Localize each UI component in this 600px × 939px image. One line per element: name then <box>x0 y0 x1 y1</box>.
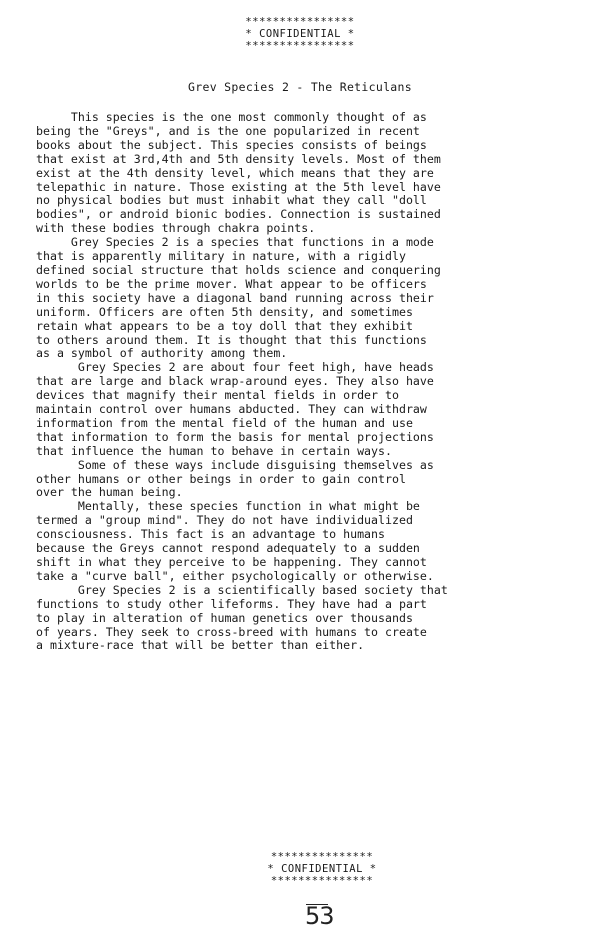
body-line: with these bodies through chakra points. <box>36 221 316 236</box>
body-line: to others around them. It is thought that this functions <box>36 332 427 347</box>
body-line: that is apparently military in nature, with a rigidly <box>36 249 406 264</box>
footer-stars-bottom: *************** <box>270 875 374 887</box>
body-line: in this society have a diagonal band running across their <box>36 290 434 305</box>
body-line: information from the mental field of the human and use <box>36 415 413 430</box>
body-line: that influence the human to behave in certain ways. <box>36 443 392 458</box>
header-stars-top: **************** <box>245 16 355 28</box>
body-line: that are large and black wrap-around eyes. They also have <box>36 374 434 389</box>
body-line: Grey Species 2 is a species that functions in a mode <box>36 235 434 250</box>
body-line: no physical bodies but must inhabit what they call "doll <box>36 193 427 208</box>
header-confidential-label: * CONFIDENTIAL * <box>245 28 355 40</box>
body-line: to play in alteration of human genetics over thousands <box>36 610 413 625</box>
body-line: retain what appears to be a toy doll that they exhibit <box>36 318 413 333</box>
body-line: shift in what they perceive to be happening. They cannot <box>36 555 427 569</box>
body-line: defined social structure that holds science and conquering <box>36 262 441 277</box>
body-line: devices that magnify their mental fields in order to <box>36 388 399 403</box>
body-line: exist at the 4th density level, which means that they are <box>36 165 434 180</box>
body-text <box>36 111 566 653</box>
body-line: Grey Species 2 are about four feet high, have heads <box>36 360 434 375</box>
footer-stars-top: *************** <box>270 851 374 863</box>
body-line: that information to form the basis for mental projections <box>36 429 434 444</box>
body-line: This species is the one most commonly thought of as <box>36 110 427 124</box>
body-line: maintain control over humans abducted. They can withdraw <box>36 402 427 417</box>
header-stars-bottom: **************** <box>245 40 355 52</box>
body-line: consciousness. This fact is an advantage to humans <box>36 527 386 542</box>
document-title: Grev Species 2 - The Reticulans <box>188 80 412 94</box>
confidential-header <box>0 16 600 52</box>
body-line: worlds to be the prime mover. What appear to be officers <box>36 276 427 291</box>
body-line: Grey Species 2 is a scientifically based society that <box>36 582 448 597</box>
body-line: a mixture-race that will be better than either. <box>36 638 365 653</box>
body-line: of years. They seek to cross-breed with humans to create <box>36 624 427 639</box>
body-line: Some of these ways include disguising themselves as <box>36 457 434 472</box>
body-line: that exist at 3rd,4th and 5th density levels. Most of them <box>36 151 441 166</box>
body-line: uniform. Officers are often 5th density, and sometimes <box>36 304 413 319</box>
body-line: books about the subject. This species consists of beings <box>36 137 427 152</box>
body-line: telepathic in nature. Those existing at the 5th level have <box>36 179 441 194</box>
body-line: as a symbol of authority among them. <box>36 346 288 361</box>
body-line: other humans or other beings in order to gain control <box>36 471 406 486</box>
body-line: because the Greys cannot respond adequately to a sudden <box>36 541 420 556</box>
body-line: take a "curve ball", either psychologically or otherwise. <box>36 568 434 583</box>
page-number: 53 <box>305 902 334 930</box>
body-line: functions to study other lifeforms. They have had a part <box>36 596 427 611</box>
footer-confidential-label: * CONFIDENTIAL * <box>267 863 377 875</box>
body-line: Mentally, these species function in what might be <box>36 499 420 514</box>
body-line: bodies", or android bionic bodies. Connection is sustained <box>36 207 441 222</box>
body-line: termed a "group mind". They do not have individualized <box>36 513 413 528</box>
body-line: being the "Greys", and is the one popularized in recent <box>36 123 420 138</box>
confidential-footer <box>22 851 600 887</box>
body-line: over the human being. <box>36 485 183 500</box>
